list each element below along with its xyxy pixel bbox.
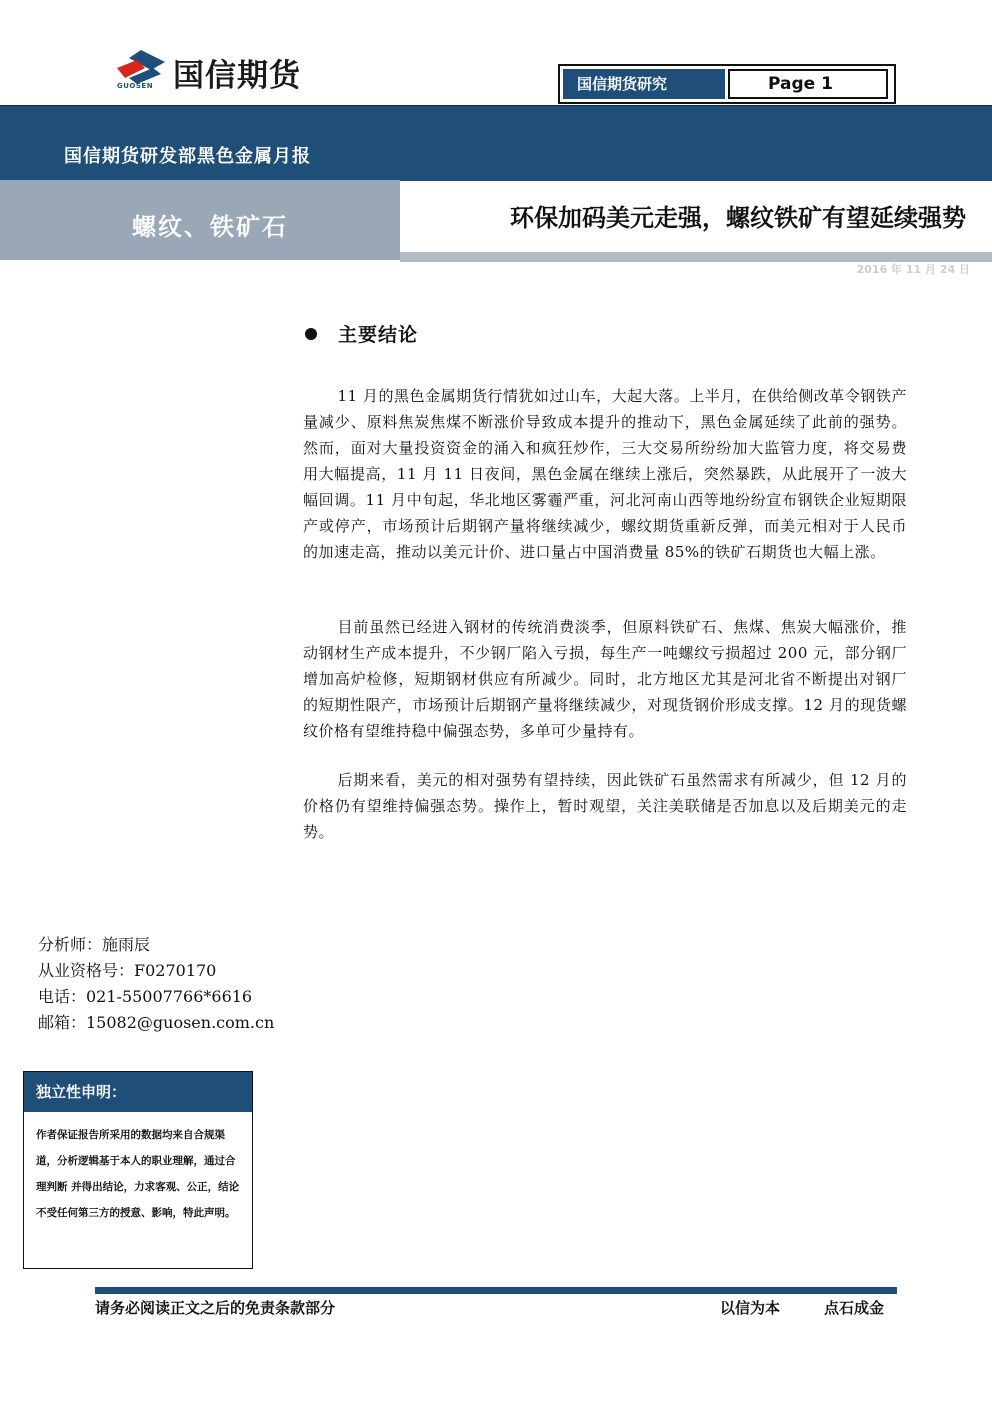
paragraph-text: 11 月的黑色金属期货行情犹如过山车，大起大落。上半月，在供给侧改革令钢铁产量减少、原料焦炭焦煤不断涨价导致成本提升的推动下，黑色金属延续了此前的强势。然而，面对大量投资资金的涌入和疯狂炒作，三大交易所纷纷加大监管力度，将交易费用大幅提高，11 月 11 日夜间，黑色金属在继续上涨后，突然暴跌，从此展开了一波大幅回调。11 月中旬起，华北地区雾霾严重，河北河南山西等地纷纷宣布钢铁企业短期限产或停产，市场预计后期钢产量将继续减少，螺纹期货重新反弹，而美元相对于人民币的加速走高，推动以美元计价、进口量占中国消费量 85%的铁矿石期货也大幅上涨。 [303,387,907,561]
footer-disclaimer-notice: 请务必阅读正文之后的免责条款部分 [95,1299,336,1317]
department-band [0,105,992,181]
analyst-email: 邮箱：15082@guosen.com.cn [38,1013,275,1032]
paragraph-1 [303,383,907,565]
category-band [0,180,400,260]
paragraph-3 [303,767,907,845]
analyst-name: 分析师：施雨辰 [38,935,151,954]
independence-body: 作者保证报告所采用的数据均来自合规渠道，分析逻辑基于本人的职业理解，通过合理判断 并得出结论，力求客观、公正，结论不受任何第三方的授意、影响，特此声明。 [36,1129,240,1219]
date-band-fill [400,252,992,276]
footer-bar [95,1287,897,1294]
footer-slogan-1: 以信为本 [720,1299,781,1317]
research-label: 国信期货研究 [563,69,725,99]
section-title: 主要结论 [338,324,419,346]
header-box [558,64,896,104]
analyst-info [38,932,274,1036]
category-title: 螺纹、铁矿石 [132,212,288,241]
brand-name: 国信期货 [173,58,301,94]
bullet-icon [305,328,317,340]
date-band [0,252,992,276]
analyst-phone: 电话：021-55007766*6616 [38,987,253,1006]
brand-logo [115,48,345,94]
paragraph-2 [303,614,907,744]
report-date: 2016 年 11 月 24 日 [856,263,970,276]
brand-sub: GUOSEN [117,82,154,90]
independence-box [23,1071,253,1269]
paragraph-text: 目前虽然已经进入钢材的传统消费淡季，但原料铁矿石、焦煤、焦炭大幅涨价，推动钢材生产成本提升，不少钢厂陷入亏损，每生产一吨螺纹亏损超过 200 元，部分钢厂增加高炉检修，短期钢材供应有所减少。同时，北方地区尤其是河北省不断提出对钢厂的短期性限产，市场预计后期钢产量将继续减少，对现货钢价形成支撑。12 月的现货螺纹价格有望维持稳中偏强态势，多单可少量持有。 [303,618,907,740]
report-headline: 环保加码美元走强，螺纹铁矿有望延续强势 [510,203,966,232]
independence-title: 独立性申明： [24,1072,252,1112]
paragraph-text: 后期来看，美元的相对强势有望持续，因此铁矿石虽然需求有所减少，但 12 月的价格仍有望维持偏强态势。操作上，暂时观望，关注美联储是否加息以及后期美元的走势。 [303,771,907,841]
analyst-cert: 从业资格号：F0270170 [38,961,217,980]
page-number: Page 1 [728,69,888,99]
footer-slogan-2: 点石成金 [824,1299,885,1317]
department-title: 国信期货研发部黑色金属月报 [64,146,311,167]
headline-area [400,180,992,252]
